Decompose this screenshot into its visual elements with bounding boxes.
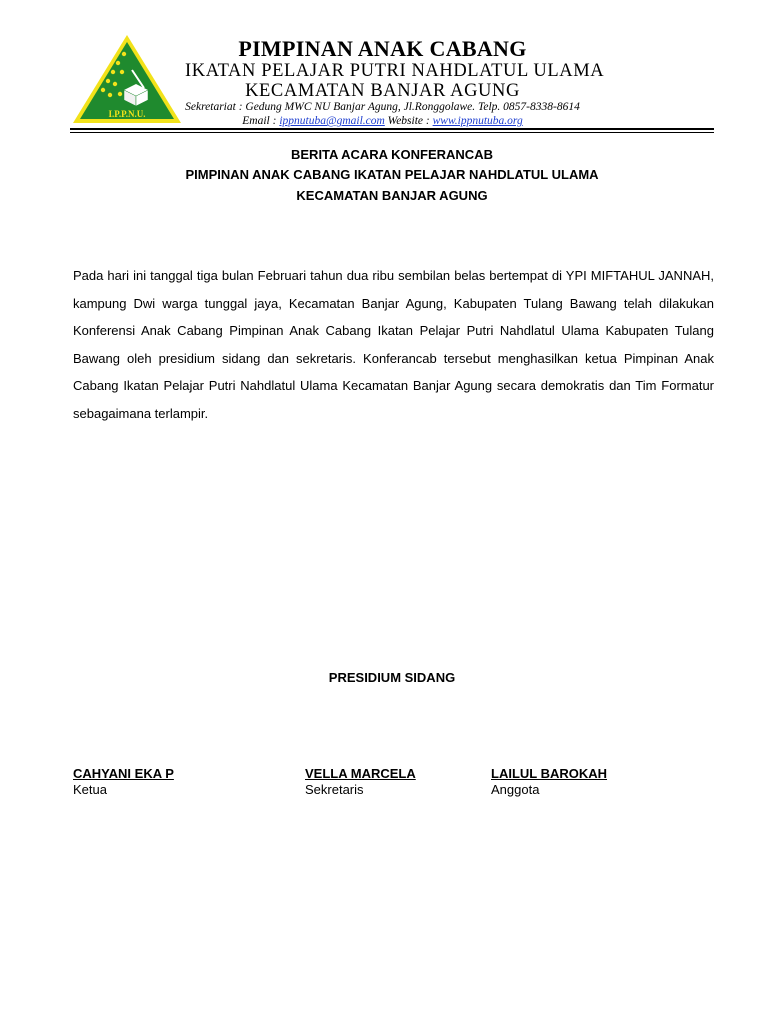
- presidium-heading: PRESIDIUM SIDANG: [328, 670, 456, 685]
- website-link[interactable]: www.ippnutuba.org: [432, 115, 523, 127]
- letterhead-subtitle-district: KECAMATAN BANJAR AGUNG: [245, 81, 520, 101]
- document-body: Pada hari ini tanggal tiga bulan Februari tahun dua ribu sembilan belas bertempat di YPI MIFTAHUL JANNAH, kampung Dwi warga tunggal jaya, Kecamatan Banjar Agung, Kabupaten Tulang Bawang telah dilakukan Konferensi Anak Cabang Pimpinan Anak Cabang Ikatan Pelajar Putri Nahdlatul Ulama Kabupaten Tulang Bawang oleh presidium sidang dan sekretaris. Konferancab tersebut menghasilkan ketua Pimpinan Anak Cabang Ikatan Pelajar Putri Nahdlatul Ulama Kecamatan Banjar Agung secara demokratis dan Tim Formatur sebagaimana terlampir.: [73, 268, 714, 421]
- letterhead-title: PIMPINAN ANAK CABANG: [238, 36, 527, 61]
- signatory-role: Sekretaris: [305, 782, 364, 797]
- signatory-name: LAILUL BAROKAH: [491, 766, 608, 781]
- document-title-district: KECAMATAN BANJAR AGUNG: [296, 188, 488, 203]
- email-link[interactable]: ippnutuba@gmail.com: [279, 115, 385, 127]
- document-title: BERITA ACARA KONFERANCAB: [291, 147, 493, 162]
- letterhead-contact: [55, 115, 710, 127]
- signatory-role: Anggota: [491, 782, 540, 797]
- signatory-chair: [73, 766, 174, 798]
- letterhead-address: Sekretariat : Gedung MWC NU Banjar Agung, Jl.Ronggolawe. Telp. 0857-8338-8614: [185, 101, 580, 113]
- logo-lettering: I.P.P.N.U.: [108, 109, 146, 119]
- letterhead-divider-thick: [70, 128, 714, 130]
- signatory-name: CAHYANI EKA P: [73, 766, 174, 781]
- letterhead-divider-thin: [70, 132, 714, 133]
- website-label: Website :: [387, 115, 430, 127]
- signatory-member: [491, 766, 607, 798]
- signatory-role: Ketua: [73, 782, 107, 797]
- signatory-name: VELLA MARCELA: [305, 766, 416, 781]
- email-label: Email :: [242, 115, 277, 127]
- signatory-secretary: [305, 766, 416, 798]
- letterhead-subtitle-org: IKATAN PELAJAR PUTRI NAHDLATUL ULAMA: [185, 61, 605, 81]
- document-title-org: PIMPINAN ANAK CABANG IKATAN PELAJAR NAHDLATUL ULAMA: [185, 167, 599, 182]
